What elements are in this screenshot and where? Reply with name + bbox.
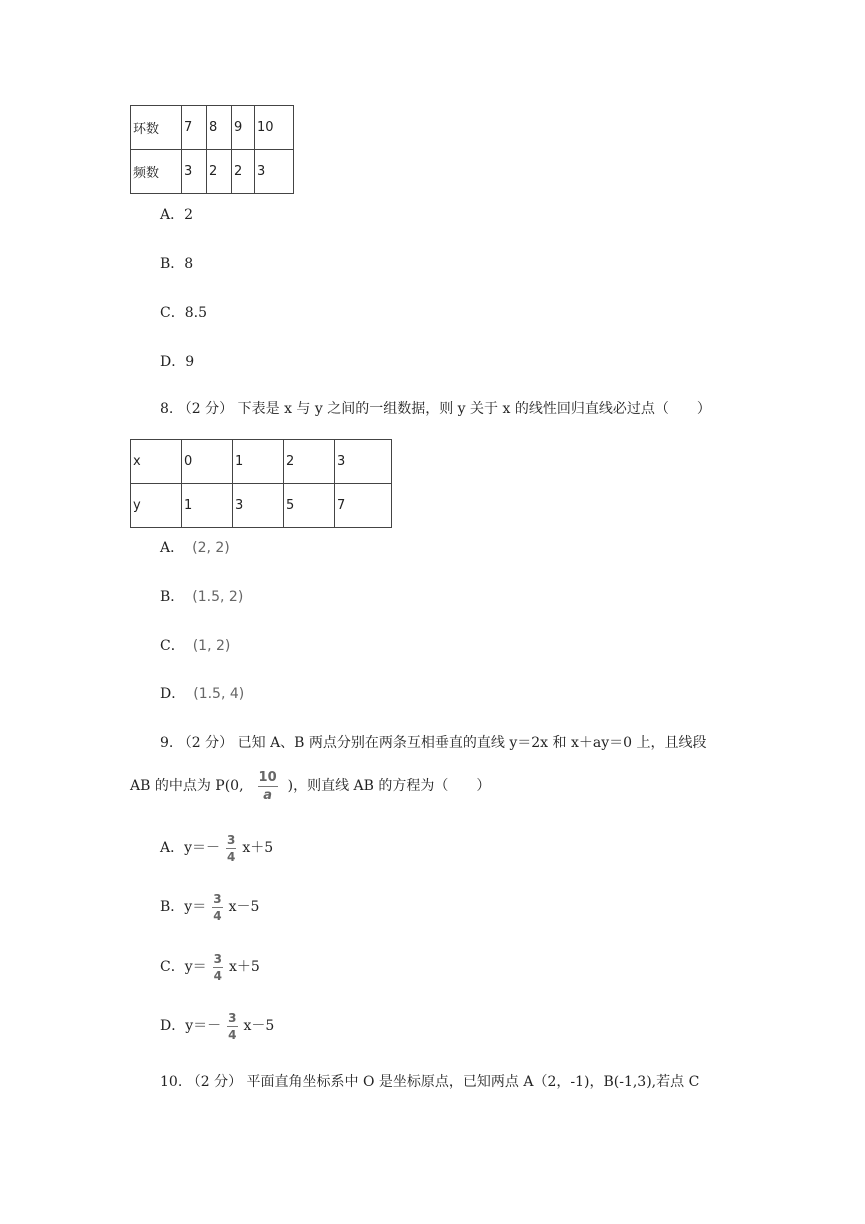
option-label: B． bbox=[160, 589, 185, 605]
q10-question: 10. （2 分） 平面直角坐标系中 O 是坐标原点，已知两点 A（2，-1)，B(-1,3),若点 C bbox=[160, 1074, 700, 1090]
q7-option-d: D．9 bbox=[160, 354, 195, 370]
table-cell: 1 bbox=[233, 440, 284, 484]
q9-option-b bbox=[160, 887, 259, 927]
option-eq-end: x＋5 bbox=[242, 840, 274, 856]
q7-option-a: A．2 bbox=[160, 207, 194, 223]
option-value: (1.5, 4) bbox=[193, 686, 245, 702]
option-eq-start: y＝－ bbox=[185, 1018, 222, 1034]
fraction bbox=[258, 771, 278, 802]
option-eq-end: x－5 bbox=[228, 899, 260, 915]
table-cell: 3 bbox=[233, 484, 284, 528]
fraction bbox=[227, 1012, 237, 1041]
fraction bbox=[213, 953, 223, 982]
table-cell: 3 bbox=[255, 150, 294, 194]
q9-option-d bbox=[160, 1006, 274, 1046]
option-label: C． bbox=[160, 959, 185, 975]
option-label: B． bbox=[160, 899, 185, 915]
table-cell: 2 bbox=[284, 440, 335, 484]
table-cell: 2 bbox=[232, 150, 255, 194]
q7-option-c: C．8.5 bbox=[160, 305, 207, 321]
table-cell: 0 bbox=[182, 440, 233, 484]
fraction-numerator: 3 bbox=[213, 891, 222, 906]
table-cell: 2 bbox=[207, 150, 232, 194]
table-cell: 3 bbox=[182, 150, 207, 194]
option-value: (2, 2) bbox=[192, 540, 230, 556]
table-cell: 1 bbox=[182, 484, 233, 528]
q9-question-line2 bbox=[130, 766, 490, 806]
table-cell: y bbox=[131, 484, 182, 528]
q8-question: 8. （2 分） 下表是 x 与 y 之间的一组数据，则 y 关于 x 的线性回归直线必过点（ ） bbox=[160, 401, 711, 417]
option-value: (1.5, 2) bbox=[192, 589, 244, 605]
option-label: D． bbox=[160, 686, 186, 702]
q8-option-a bbox=[160, 537, 230, 557]
option-eq-end: x－5 bbox=[243, 1018, 275, 1034]
option-eq-end: x＋5 bbox=[229, 959, 260, 975]
fraction-denominator: 4 bbox=[228, 1027, 237, 1042]
q8-option-c bbox=[160, 635, 230, 655]
q9-option-c bbox=[160, 947, 260, 987]
q8-option-d bbox=[160, 683, 244, 703]
table-cell: 9 bbox=[232, 106, 255, 150]
fraction-denominator: 4 bbox=[227, 849, 236, 864]
option-label: D． bbox=[160, 1018, 186, 1034]
table-cell: x bbox=[131, 440, 182, 484]
option-label: A． bbox=[160, 540, 185, 556]
fraction-numerator: 10 bbox=[258, 769, 277, 785]
table-cell: 10 bbox=[255, 106, 294, 150]
table-cell: 7 bbox=[335, 484, 392, 528]
table-cell: 5 bbox=[284, 484, 335, 528]
q8-option-b bbox=[160, 586, 243, 606]
fraction-numerator: 3 bbox=[228, 1010, 237, 1025]
option-eq-start: y＝ bbox=[184, 959, 207, 975]
table-cell: 频数 bbox=[131, 150, 182, 194]
option-label: C． bbox=[160, 638, 185, 654]
table-cell: 8 bbox=[207, 106, 232, 150]
fraction-denominator: 4 bbox=[213, 908, 222, 923]
fraction bbox=[226, 834, 236, 863]
fraction-numerator: 3 bbox=[213, 951, 222, 966]
option-value: (1, 2) bbox=[192, 638, 231, 654]
q9-question-line1: 9. （2 分） 已知 A、B 两点分别在两条互相垂直的直线 y＝2x 和 x＋ay＝0 上，且线段 bbox=[160, 735, 707, 751]
q9-line2-start: AB 的中点为 P(0, bbox=[130, 778, 244, 794]
fraction-denominator: a bbox=[258, 786, 278, 802]
table-cell: 环数 bbox=[131, 106, 182, 150]
option-eq-start: y＝ bbox=[184, 899, 207, 915]
q7-option-b: B．8 bbox=[160, 256, 194, 272]
ring-frequency-table bbox=[130, 105, 294, 194]
q9-option-a bbox=[160, 828, 273, 868]
fraction-numerator: 3 bbox=[227, 832, 236, 847]
option-eq-start: y＝－ bbox=[184, 840, 221, 856]
xy-data-table bbox=[130, 439, 392, 528]
fraction bbox=[212, 893, 222, 922]
table-cell: 7 bbox=[182, 106, 207, 150]
option-label: A． bbox=[160, 840, 185, 856]
table-cell: 3 bbox=[335, 440, 392, 484]
q9-line2-end: )，则直线 AB 的方程为（ ） bbox=[287, 778, 491, 794]
fraction-denominator: 4 bbox=[213, 968, 222, 983]
